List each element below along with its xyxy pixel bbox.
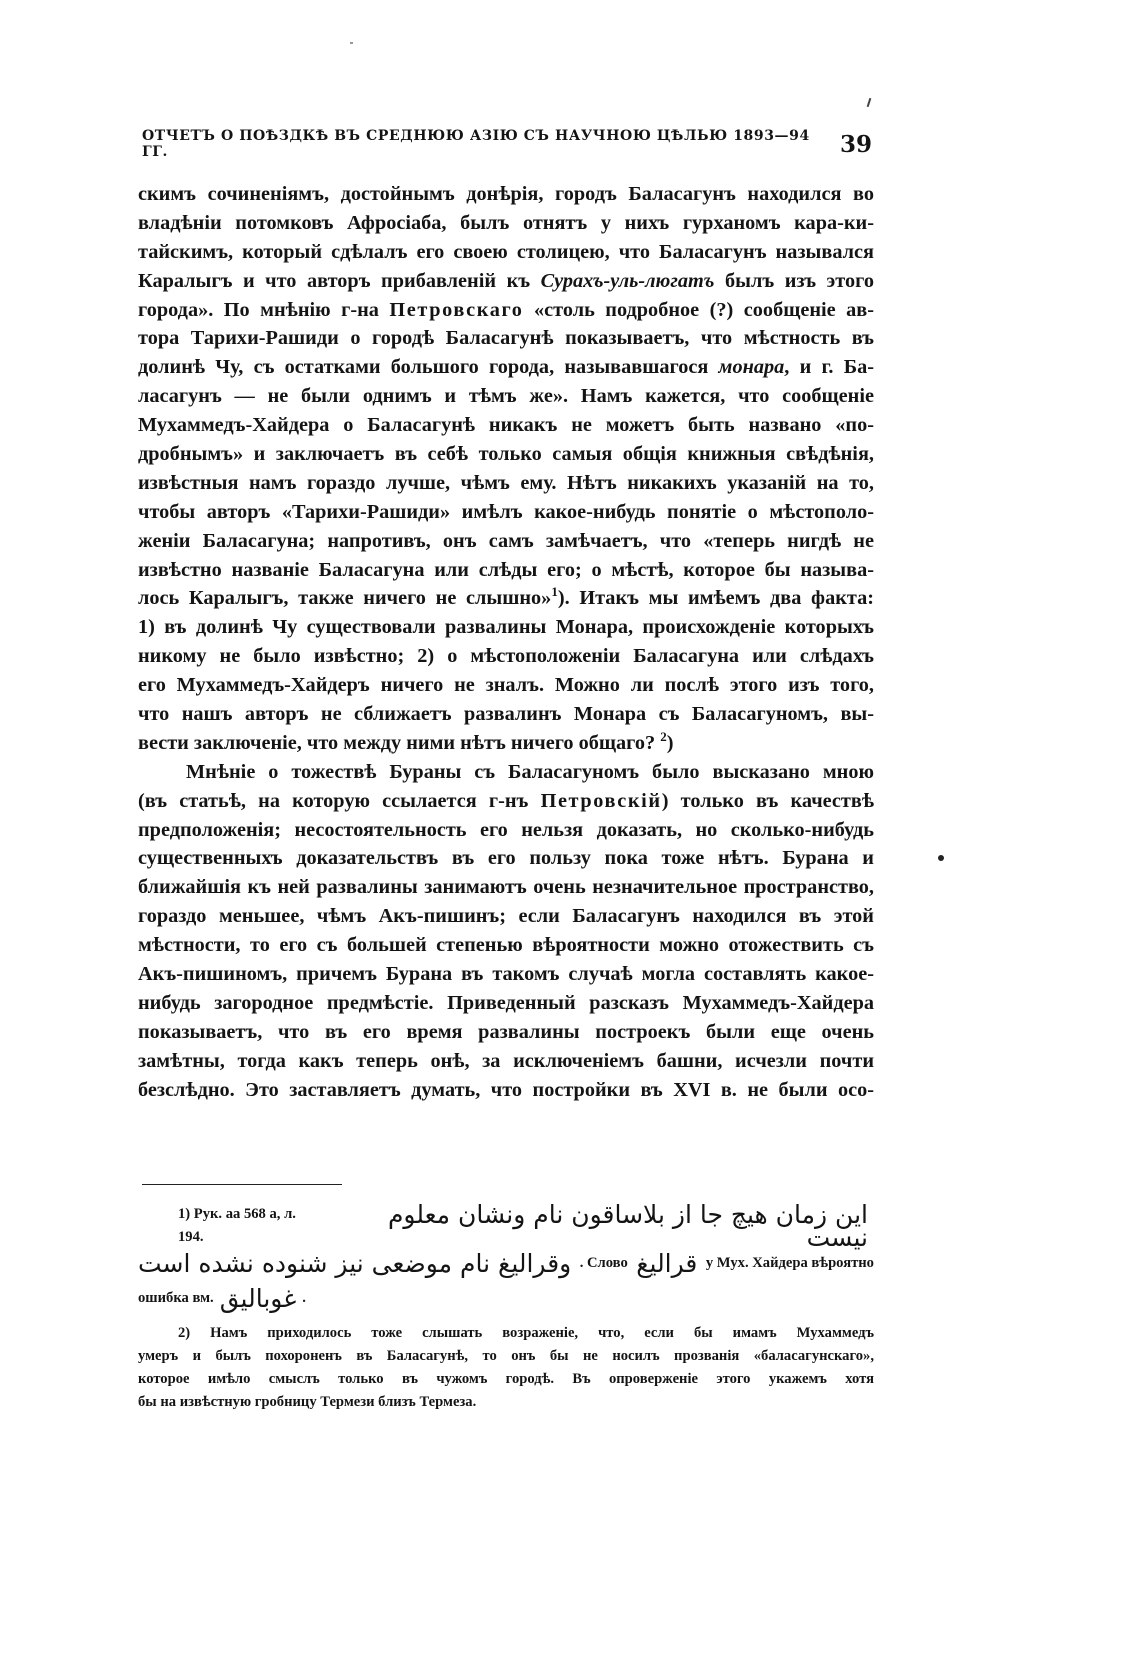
- spaced-name: Петровскаго: [389, 298, 524, 321]
- text-line: 1) въ долинѣ Чу существовали развалины Монара, происхожденіе которыхъ: [138, 616, 874, 639]
- arabic-quote: این زمان هیچ جا از بلاساقون نام ونشان معلوم نیست: [387, 1200, 868, 1252]
- text-segment: (въ статьѣ, на которую ссылается г-нъ: [138, 789, 541, 812]
- text-line: гораздо меньшее, чѣмъ Акъ-пишинъ; если Баласагунъ находился въ этой: [138, 905, 874, 928]
- text-line: чтобы авторъ «Тарихи-Рашиди» имѣлъ какое-нибудь понятіе о мѣстополо-: [138, 500, 874, 523]
- text-line: дробнымъ» и заключаетъ въ себѣ только самыя общія книжныя свѣдѣнія,: [138, 443, 874, 466]
- footnote-rule: [142, 1184, 342, 1185]
- running-header: [142, 128, 872, 160]
- footnote-1-line: [138, 1280, 874, 1316]
- footnote-2-line: 2) Намъ приходилось тоже слышать возраженіе, что, если бы имамъ Мухаммедъ: [178, 1325, 874, 1341]
- footnote-2: [138, 1322, 874, 1414]
- text-line: его Мухаммедъ-Хайдеръ ничего не зналъ. Можно ли послѣ этого изъ того,: [138, 674, 874, 697]
- footnote-1-line: [138, 1200, 874, 1252]
- text-line: ласагунъ — не были однимъ и тѣмъ же». Намъ кажется, что сообщеніе: [138, 385, 874, 408]
- ink-dot: [938, 855, 944, 861]
- text-line: тайскимъ, который сдѣлалъ его своею столицею, что Баласагунъ назывался: [138, 240, 874, 263]
- text-segment: ): [666, 731, 674, 754]
- text-line: что нашъ авторъ не сближаетъ развалинъ Монара съ Баласагуномъ, вы-: [138, 703, 874, 726]
- text-line: [138, 296, 874, 325]
- text-line: нибудь загородное предмѣстіе. Приведенный разсказъ Мухаммедъ-Хайдера: [138, 991, 874, 1014]
- main-text: [138, 180, 874, 1105]
- pencil-mark: [867, 98, 872, 107]
- footnote-text: у Мух. Хайдера вѣроятно: [705, 1254, 874, 1271]
- text-line: [138, 729, 874, 758]
- text-line: извѣстно названіе Баласагуна или слѣды его; о мѣстѣ, которое бы называ-: [138, 558, 874, 581]
- footnote-text: ошибка вм.: [138, 1289, 214, 1306]
- text-segment: , и г. Ба-: [784, 356, 875, 379]
- footnote-2-line: умеръ и былъ похороненъ въ Баласагунѣ, то онъ бы не носилъ прозванія «баласагунскаго»,: [138, 1348, 874, 1364]
- text-line: безслѣдно. Это заставляетъ думать, что постройки въ XVI в. не были осо-: [138, 1078, 874, 1101]
- text-line: замѣтны, тогда какъ теперь онѣ, за исключеніемъ башни, исчезли почти: [138, 1049, 874, 1072]
- arabic-word: قرالیغ: [636, 1248, 698, 1278]
- text-line: мѣстности, то его съ большей степенью вѣроятности можно отожествить съ: [138, 934, 874, 957]
- footnote-ref: 1: [551, 584, 558, 600]
- arabic-word: غوبالیق: [219, 1283, 297, 1313]
- text-line: [138, 584, 874, 613]
- italic-word: монара: [718, 356, 785, 379]
- footnote-text: .: [302, 1289, 306, 1306]
- footnote-ref: 2: [660, 729, 667, 745]
- text-segment: города». По мнѣнію г-на: [138, 298, 390, 321]
- text-segment: «столь подробное (?) сообщеніе ав-: [523, 298, 874, 321]
- text-line: скимъ сочиненіямъ, достойнымъ донѣрія, городъ Баласагунъ находился во: [138, 183, 874, 205]
- spaced-name: Петровскій: [540, 789, 662, 812]
- text-line: Мнѣніе о тожествѣ Бураны съ Баласагуномъ было высказано мною: [186, 760, 874, 783]
- page-number: 39: [839, 130, 872, 158]
- running-header-title: ОТЧЕТЪ О ПОѢЗДКѢ ВЪ СРЕДНЮЮ АЗІЮ СЪ НАУЧНОЮ ЦѢЛЬЮ 1893—94 ГГ.: [142, 128, 810, 160]
- arabic-quote: وقرالیغ نام موضعی نیز شنوده نشده است: [138, 1248, 572, 1278]
- text-line: [138, 267, 874, 296]
- footnote-2-line: бы на извѣстную гробницу Термези близъ Термеза.: [138, 1394, 477, 1410]
- text-line: владѣніи потомковъ Афросіаба, былъ отнятъ у нихъ гурханомъ кара-ки-: [138, 211, 874, 234]
- text-line: [138, 353, 874, 382]
- text-line: предположенія; несостоятельность его нельзя доказать, но сколько-нибудь: [138, 818, 874, 841]
- text-line: существенныхъ доказательствъ въ его пользу пока тоже нѣтъ. Бурана и: [138, 847, 874, 870]
- text-line: Мухаммедъ-Хайдера о Баласагунѣ никакъ не можетъ быть названо «по-: [138, 414, 874, 437]
- text-line: Акъ-пишиномъ, причемъ Бурана въ такомъ случаѣ могла составлять какое-: [138, 963, 874, 986]
- text-line: [138, 787, 874, 816]
- footnote-1-line: [138, 1246, 874, 1280]
- italic-title: Сурахъ-уль-люгатъ: [540, 269, 715, 292]
- paper-speck: [350, 42, 353, 44]
- footnote-text: . Слово: [579, 1254, 628, 1271]
- text-line: никому не было извѣстно; 2) о мѣстоположеніи Баласагуна или слѣдахъ: [138, 645, 874, 668]
- text-line: показываетъ, что въ его время развалины построекъ были еще очень: [138, 1020, 874, 1043]
- footnote-1-ref: 1) Рук. аа 568 а, л. 194.: [178, 1206, 296, 1245]
- text-line: женіи Баласагуна; напротивъ, онъ самъ замѣчаетъ, что «теперь нигдѣ не: [138, 529, 874, 552]
- footnotes: [138, 1200, 874, 1414]
- text-segment: лось Каралыгъ, также ничего не слышно»: [138, 587, 552, 610]
- text-segment: ). Итакъ мы имѣемъ два факта:: [557, 587, 874, 610]
- text-segment: ) только въ качествѣ: [661, 789, 874, 812]
- text-line: тора Тарихи-Рашиди о городѣ Баласагунѣ показываетъ, что мѣстность въ: [138, 327, 874, 350]
- text-segment: долинѣ Чу, съ остатками большого города, называвшагося: [138, 356, 719, 379]
- text-segment: былъ изъ этого: [714, 269, 874, 292]
- text-line: извѣстныя намъ гораздо лучше, чѣмъ ему. Нѣтъ никакихъ указаній на то,: [138, 471, 874, 494]
- text-segment: Каралыгъ и что авторъ прибавленій къ: [138, 269, 541, 292]
- footnote-2-line: которое имѣло смыслъ только въ чужомъ городѣ. Въ опроверженіе этого укажемъ хотя: [138, 1371, 874, 1387]
- text-line: ближайшія къ ней развалины занимаютъ очень незначительное пространство,: [138, 876, 874, 899]
- text-segment: вести заключеніе, что между ними нѣтъ ничего общаго?: [138, 731, 661, 754]
